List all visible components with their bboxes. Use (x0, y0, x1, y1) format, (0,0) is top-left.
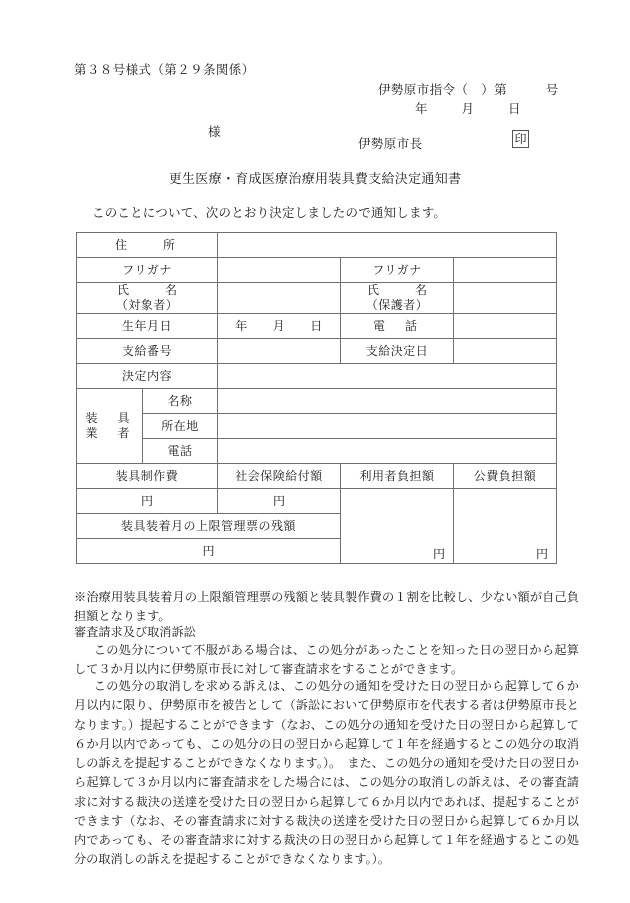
name-value-guardian[interactable] (454, 283, 557, 314)
decision-date-value[interactable] (454, 339, 557, 364)
furigana-value-guardian[interactable] (454, 258, 557, 283)
vendor-label (77, 389, 143, 464)
table-row-cost-headers (77, 464, 557, 489)
date-day-label: 日 (508, 102, 521, 116)
cost-value-user-burden[interactable] (341, 489, 454, 564)
birthdate-label: 生年月日 (77, 314, 218, 339)
cost-header-public-burden: 公費負担額 (454, 464, 557, 489)
vendor-address-value[interactable] (218, 414, 557, 439)
table-row-name (77, 283, 557, 314)
furigana-value-subject[interactable] (218, 258, 341, 283)
paragraph-1-text: この処分について不服がある場合は、この処分があったことを知った日の翌日から起算して３か月以内に伊勢原市長に対して審査請求をすることができます。 (74, 643, 579, 677)
date-month-label: 月 (461, 102, 475, 116)
cost-header-user-burden: 利用者負担額 (341, 464, 454, 489)
payment-number-label: 支給番号 (77, 339, 218, 364)
cost-header-insurance: 社会保険給付額 (218, 464, 341, 489)
name-label-guardian-sub: （保護者） (365, 298, 429, 312)
name-label-guardian (341, 283, 454, 314)
appeal-paragraph-1 (74, 641, 579, 680)
cost-value-user-burden-unit: 円 (433, 546, 446, 561)
vendor-name-value[interactable] (218, 389, 557, 414)
vendor-name-label: 名称 (143, 389, 218, 414)
lead-text: このことについて、次のとおり決定しましたので通知します。 (92, 206, 447, 220)
cost-value-insurance[interactable]: 円 (218, 489, 341, 514)
appeal-paragraph-2 (74, 677, 579, 870)
name-label-guardian-main: 氏 名 (367, 283, 432, 297)
addressee-suffix: 様 (208, 125, 221, 139)
payment-number-value[interactable] (218, 339, 341, 364)
cost-header-production: 装具制作費 (77, 464, 218, 489)
cost-value-public-burden-unit: 円 (536, 546, 549, 561)
paragraph-2-text: この処分の取消しを求める訴えは、この処分の通知を受けた日の翌日から起算して６か月以内に限り、伊勢原市を被告として（訴訟において伊勢原市を代表する者は伊勢原市長となります。）提起することができます（なお、この処分の通知を受けた日の翌日から起算して６か月以内であっても、この処分の日の翌日から起算して１年を経過するとこの処分の取消しの訴えを提起することができなくなります。）。 また、この処分の通知を受けた日の翌日から起算して３か月以内に審査請求をした場合には、この処分の取消しの訴えは、その審査請求に対する裁決の送達を受けた日の翌日から起算して６か月以内であれば、提起することができます（なお、その審査請求に対する裁決の送達を受けた日の翌日から起算して６か月以内であっても、その審査請求に対する裁決の日の翌日から起算して１年を経過するとこの処分の取消しの訴えを提起することができなくなります。）。 (74, 679, 579, 867)
document-number: 伊勢原市指令（ ）第 号 (378, 83, 559, 97)
name-label-subject-sub: （対象者） (115, 298, 179, 312)
address-value[interactable] (218, 233, 557, 258)
phone-label: 電 話 (341, 314, 454, 339)
cost-value-public-burden[interactable] (454, 489, 557, 564)
name-value-subject[interactable] (218, 283, 341, 314)
name-label-subject-main: 氏 名 (117, 283, 182, 297)
phone-value[interactable] (454, 314, 557, 339)
furigana-label-subject: フリガナ (77, 258, 218, 283)
name-label-subject (77, 283, 218, 314)
table-row-address (77, 233, 557, 258)
cost-value-production[interactable]: 円 (77, 489, 218, 514)
address-label: 住 所 (77, 233, 218, 258)
vendor-phone-value[interactable] (218, 439, 557, 464)
vendor-address-label: 所在地 (143, 414, 218, 439)
table-row-vendor-phone (77, 439, 557, 464)
decision-date-label: 支給決定日 (341, 339, 454, 364)
vendor-phone-label: 電話 (143, 439, 218, 464)
appeal-section-heading: 審査請求及び取消訴訟 (74, 625, 196, 639)
issuer-name: 伊勢原市長 (358, 137, 423, 151)
remaining-balance-label: 装具装着月の上限管理票の残額 (77, 514, 341, 539)
decision-form-table (76, 232, 557, 564)
table-row-decision-content (77, 364, 557, 389)
document-date (378, 99, 521, 117)
vendor-label-line2: 業 者 (85, 426, 134, 440)
document-title: 更生医療・育成医療治療用装具費支給決定通知書 (168, 171, 462, 186)
vendor-label-line1: 装 具 (85, 411, 134, 425)
table-row-vendor-address (77, 414, 557, 439)
birthdate-value[interactable]: 年 月 日 (218, 314, 341, 339)
form-number: 第３８号様式（第２９条関係） (74, 63, 255, 77)
date-year-label: 年 (415, 102, 428, 116)
furigana-label-guardian: フリガナ (341, 258, 454, 283)
remaining-balance-value[interactable]: 円 (77, 539, 341, 564)
table-row-birthdate (77, 314, 557, 339)
table-row-payment-number (77, 339, 557, 364)
table-row-furigana (77, 258, 557, 283)
decision-content-value[interactable] (218, 364, 557, 389)
decision-content-label: 決定内容 (77, 364, 218, 389)
footnote-text: ※治療用装具装着月の上限額管理票の残額と装具製作費の１割を比較し、少ない額が自己負担額となります。 (74, 590, 579, 623)
table-row-cost-values (77, 489, 557, 514)
table-row-vendor-name (77, 389, 557, 414)
seal-stamp-icon: 印 (512, 130, 529, 148)
